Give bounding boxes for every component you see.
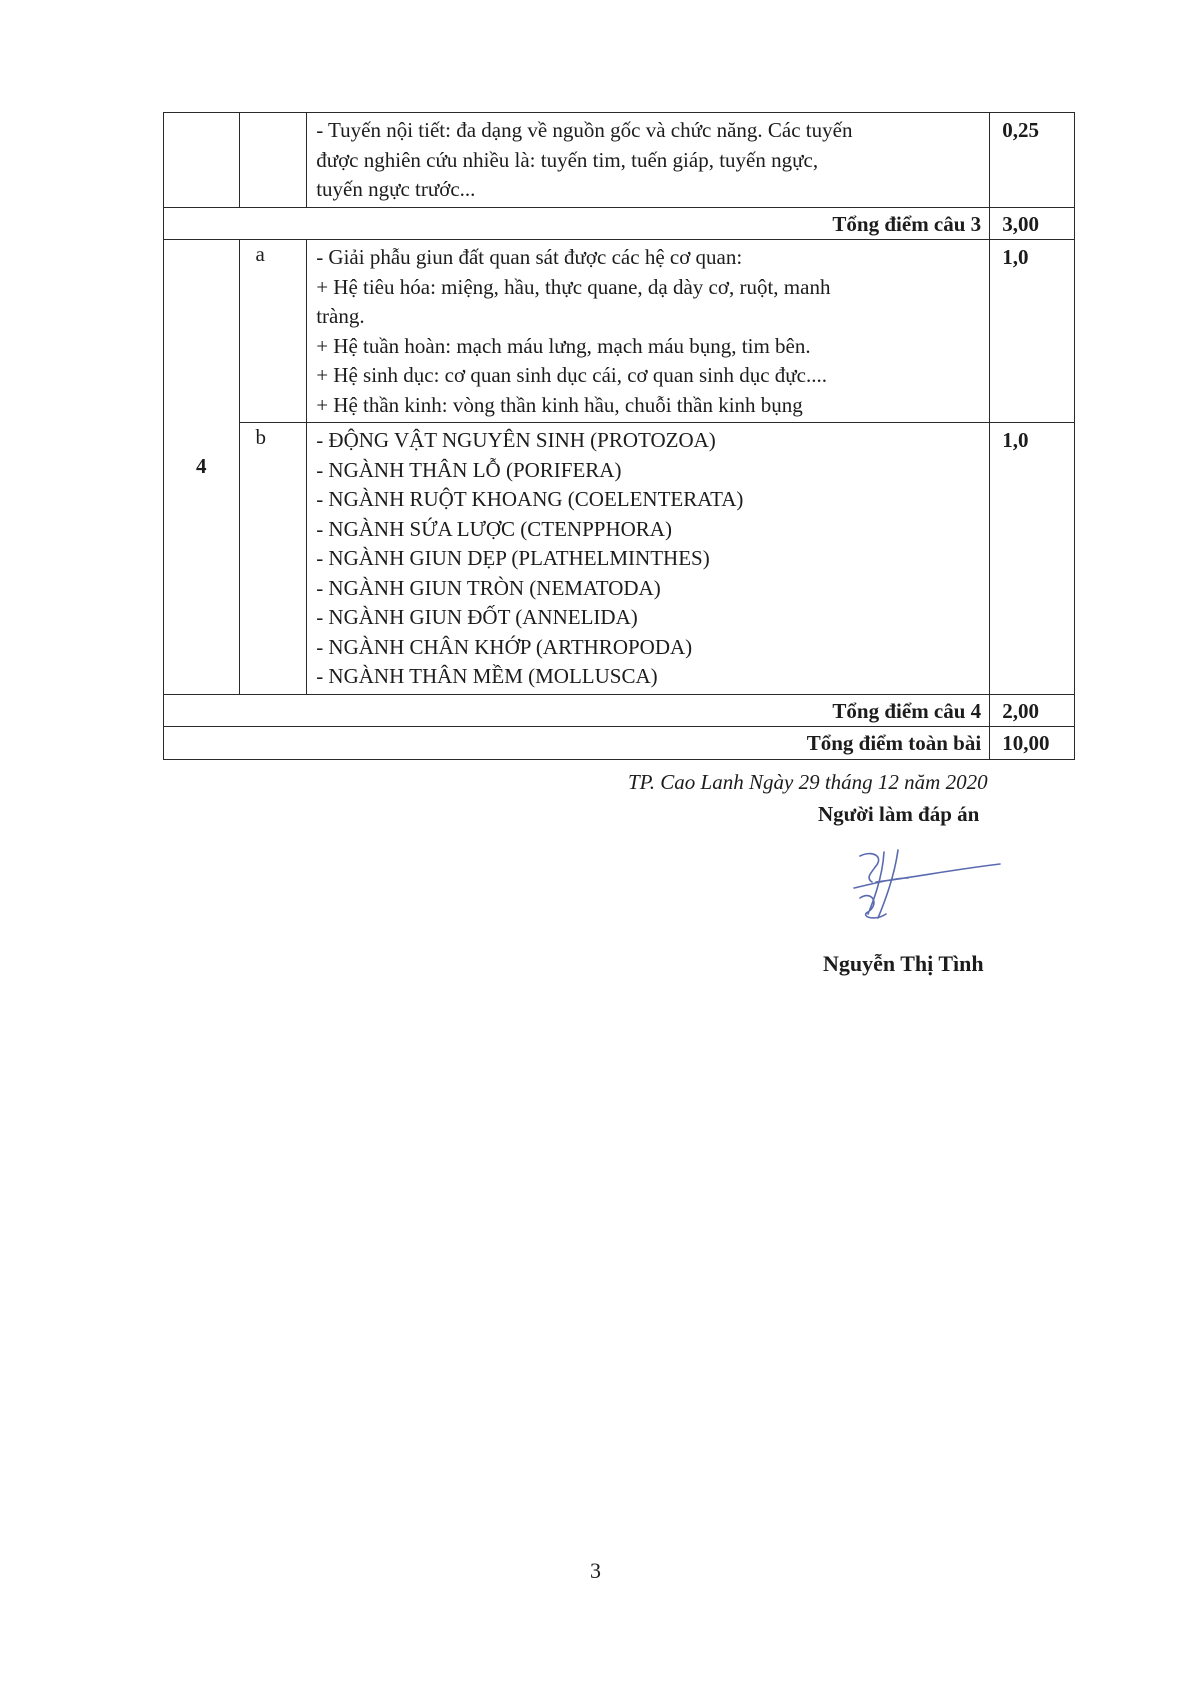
question-number-cell (164, 113, 240, 208)
table-row (164, 113, 1075, 208)
grand-total-value: 10,00 (990, 727, 1075, 760)
question-number-cell: 4 (164, 240, 240, 695)
part-cell (239, 113, 307, 208)
answer-line: + Hệ thần kinh: vòng thần kinh hầu, chuỗi thần kinh bụng (316, 392, 803, 417)
answer-content-cell (307, 240, 990, 423)
signer-role: Người làm đáp án (818, 802, 980, 826)
answer-line: - NGÀNH CHÂN KHỚP (ARTHROPODA) (316, 634, 693, 659)
answer-key-table (163, 112, 1075, 760)
answer-line: - NGÀNH GIUN TRÒN (NEMATODA) (316, 575, 661, 600)
grand-total-row (164, 727, 1075, 760)
score-cell: 1,0 (990, 423, 1075, 695)
total-label: Tổng điểm câu 4 (164, 694, 990, 727)
answer-line: tràng. (316, 304, 365, 328)
answer-content-cell (307, 423, 990, 695)
page-number: 3 (590, 1558, 601, 1583)
answer-line: - ĐỘNG VẬT NGUYÊN SINH (PROTOZOA) (316, 428, 716, 452)
answer-line: + Hệ sinh dục: cơ quan sinh dục cái, cơ quan sinh dục đực.... (316, 363, 828, 387)
total-value: 2,00 (990, 694, 1075, 727)
answer-line: được nghiên cứu nhiều là: tuyến tim, tuến giáp, tuyến ngực, (316, 147, 819, 172)
total-row-q4 (164, 694, 1075, 727)
answer-line: - Giải phẫu giun đất quan sát được các hệ cơ quan: (316, 245, 743, 269)
answer-line: - NGÀNH GIUN DẸP (PLATHELMINTHES) (316, 546, 710, 570)
answer-line: + Hệ tiêu hóa: miệng, hầu, thực quane, dạ dày cơ, ruột, manh (316, 274, 831, 299)
table-row (164, 240, 1075, 423)
answer-line: - NGÀNH RUỘT KHOANG (COELENTERATA) (316, 487, 744, 511)
total-value: 3,00 (990, 207, 1075, 240)
answer-line: - Tuyến nội tiết: đa dạng về nguồn gốc và chức năng. Các tuyến (316, 118, 853, 142)
signature-image (850, 848, 1010, 928)
answer-line: - NGÀNH GIUN ĐỐT (ANNELIDA) (316, 605, 638, 629)
table-row (164, 423, 1075, 695)
score-cell: 0,25 (990, 113, 1075, 208)
score-cell: 1,0 (990, 240, 1075, 423)
answer-line: - NGÀNH THÂN MỀM (MOLLUSCA) (316, 664, 658, 688)
signer-name: Nguyễn Thị Tình (823, 951, 984, 976)
answer-content-cell (307, 113, 990, 208)
answer-line: tuyến ngực trước... (316, 177, 476, 201)
answer-line: - NGÀNH THÂN LỖ (PORIFERA) (316, 457, 622, 482)
part-label-cell: a (239, 240, 307, 423)
answer-line: + Hệ tuần hoàn: mạch máu lưng, mạch máu bụng, tim bên. (316, 333, 811, 358)
answer-line: - NGÀNH SỨA LƯỢC (CTENPPHORA) (316, 516, 672, 541)
part-label-cell: b (239, 423, 307, 695)
total-label: Tổng điểm câu 3 (164, 207, 990, 240)
date-line: TP. Cao Lanh Ngày 29 tháng 12 năm 2020 (628, 770, 988, 794)
total-row-q3 (164, 207, 1075, 240)
grand-total-label: Tổng điểm toàn bài (164, 727, 990, 760)
